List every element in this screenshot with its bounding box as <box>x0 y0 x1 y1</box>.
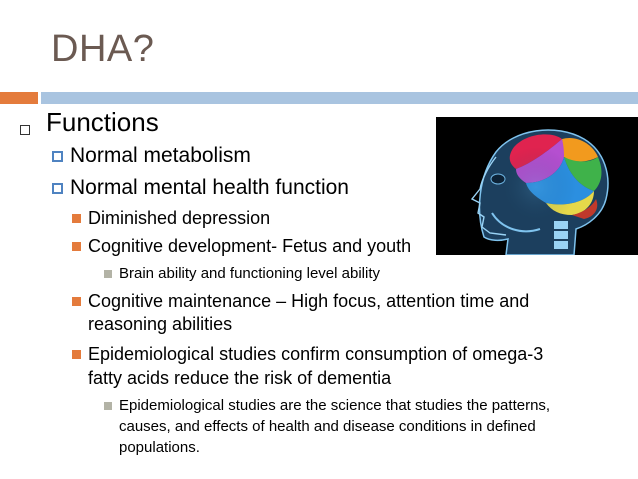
bullet-icon <box>72 214 81 223</box>
bullet-epi-definition-cont2: populations. <box>119 439 200 456</box>
title-rule-accent <box>0 92 38 104</box>
bullet-epidemiological-cont: fatty acids reduce the risk of dementia <box>88 368 392 388</box>
bullet-cognitive-maintenance-cont: reasoning abilities <box>88 314 233 334</box>
bullet-normal-metabolism: Normal metabolism <box>70 144 251 167</box>
title-rule <box>41 92 638 104</box>
bullet-cognitive-development: Cognitive development- Fetus and youth <box>88 236 412 256</box>
bullet-brain-ability: Brain ability and functioning level ability <box>119 265 380 282</box>
bullet-cognitive-maintenance: Cognitive maintenance – High focus, attention time and <box>88 291 530 311</box>
slide-title: DHA? <box>51 28 155 70</box>
bullet-epidemiological: Epidemiological studies confirm consumption of omega-3 <box>88 344 544 364</box>
bullet-icon <box>52 183 63 194</box>
bullet-normal-mental: Normal mental health function <box>70 176 349 199</box>
bullet-icon <box>72 297 81 306</box>
bullet-square-icon <box>20 125 30 135</box>
bullet-icon <box>72 242 81 251</box>
bullet-icon <box>104 402 112 410</box>
bullet-icon <box>52 151 63 162</box>
bullet-icon <box>104 270 112 278</box>
bullet-epi-definition-cont: causes, and effects of health and disease conditions in defined <box>119 418 536 435</box>
bullet-diminished-depression: Diminished depression <box>88 208 271 228</box>
bullet-icon <box>72 350 81 359</box>
bullet-functions: Functions <box>46 107 159 137</box>
brain-xray-image <box>436 117 638 255</box>
bullet-epi-definition: Epidemiological studies are the science that studies the patterns, <box>119 397 551 414</box>
